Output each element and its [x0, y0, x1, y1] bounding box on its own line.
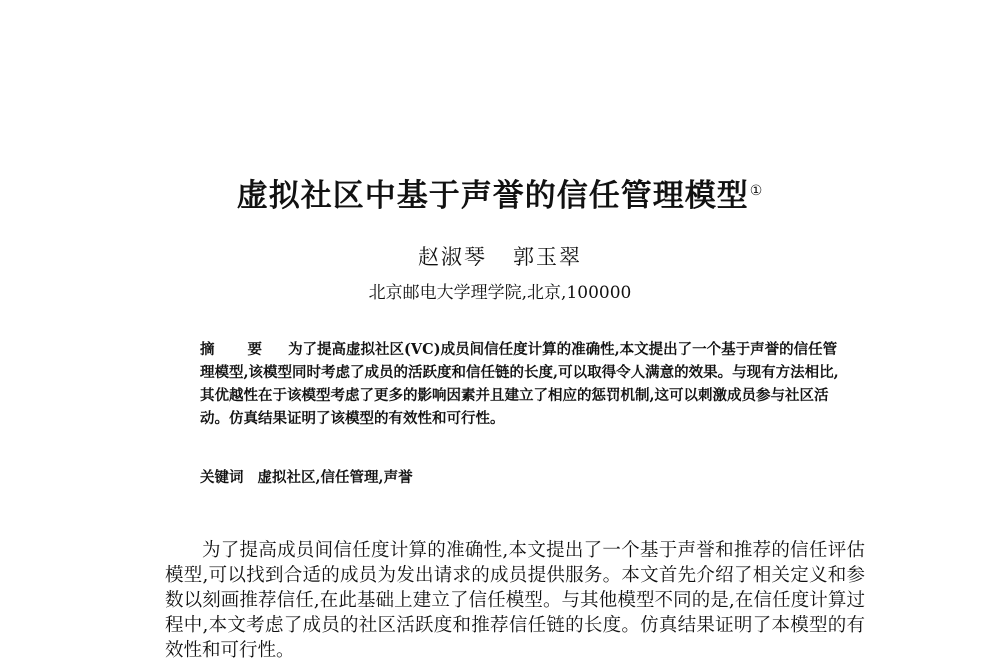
keywords-text: 虚拟社区,信任管理,声誉 — [257, 469, 413, 486]
author-name: 郭玉翠 — [513, 245, 582, 269]
author-name: 赵淑琴 — [418, 245, 487, 269]
introduction-paragraph: 为了提高成员间信任度计算的准确性,本文提出了一个基于声誉和推荐的信任评估模型,可以找到合适的成员为发出请求的成员提供服务。本文首先介绍了相关定义和参数以刻画推荐信任,在此基础上建立了信任模型。与其他模型不同的是,在信任度计算过程中,本文考虑了成员的社区活跃度和推荐信任链的长度。仿真结果证明了本模型的有效性和可行性。 — [165, 539, 865, 661]
title-footnote-mark: ① — [749, 182, 764, 199]
paper-title-text: 虚拟社区中基于声誉的信任管理模型 — [236, 178, 749, 214]
keywords — [200, 466, 413, 487]
author-list — [0, 241, 1000, 271]
abstract — [200, 338, 840, 430]
paper-title — [0, 170, 1000, 215]
keywords-label: 关键词 — [200, 469, 244, 486]
author-affiliation: 北京邮电大学理学院,北京,100000 — [368, 283, 632, 303]
abstract-label: 摘 要 — [200, 341, 277, 358]
abstract-text: 为了提高虚拟社区(VC)成员间信任度计算的准确性,本文提出了一个基于声誉的信任管理模型,该模型同时考虑了成员的活跃度和信任链的长度,可以取得令人满意的效果。与现有方法相比,其优越性在于该模型考虑了更多的影响因素并且建立了相应的惩罚机制,这可以刺激成员参与社区活动。仿真结果证明了该模型的有效性和可行性。 — [200, 341, 839, 427]
